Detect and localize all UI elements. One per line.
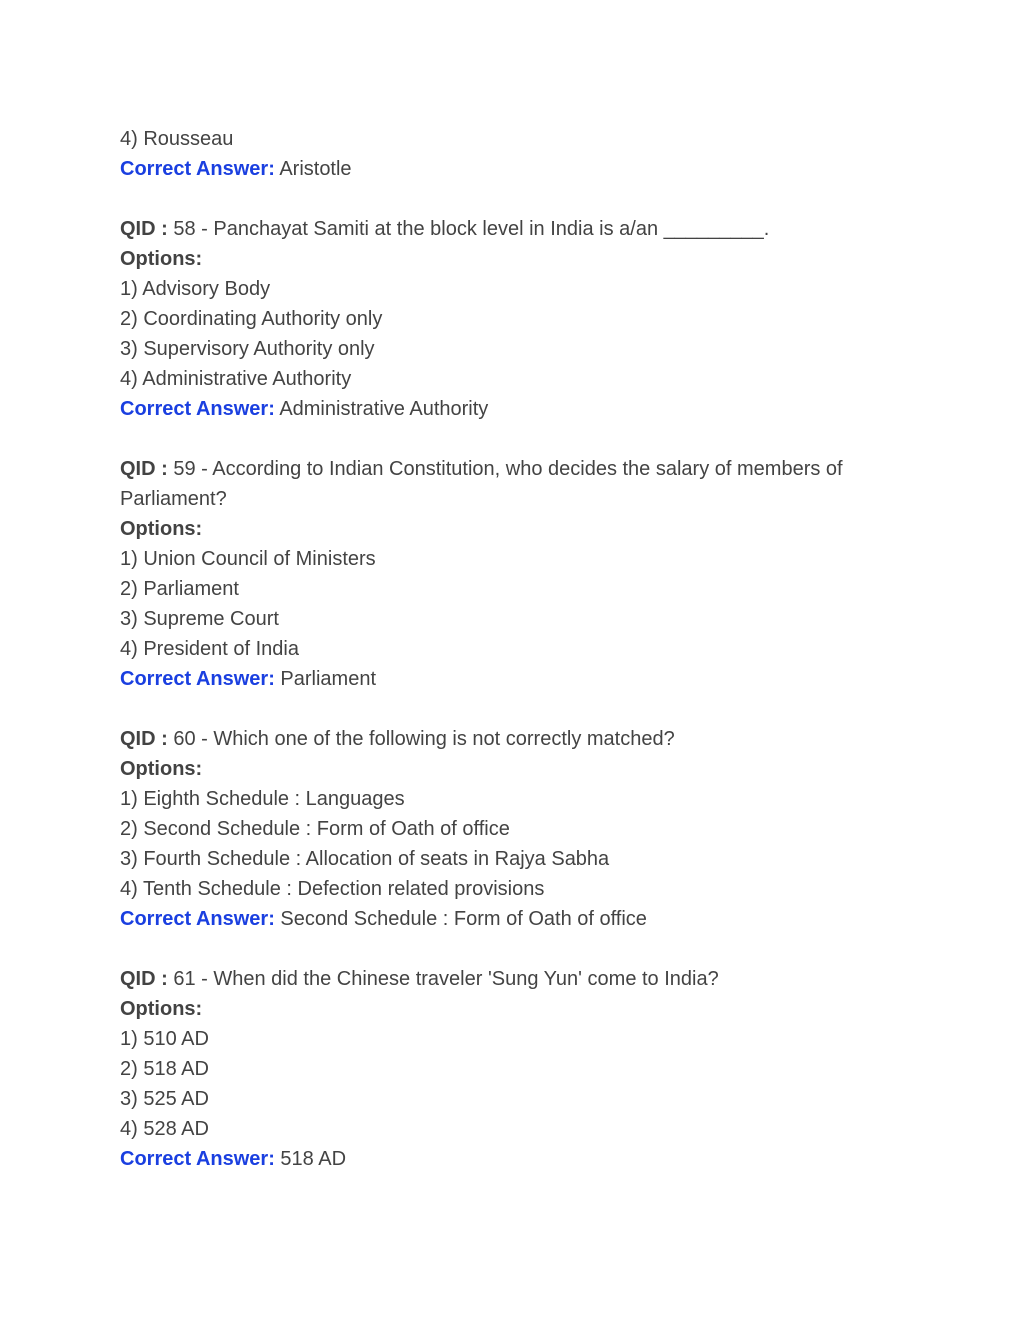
options-label: Options: [120, 518, 203, 540]
option-item: 3) 525 AD [120, 1088, 209, 1110]
option-item: 4) Rousseau [120, 128, 234, 150]
option-item: 4) 528 AD [120, 1118, 209, 1140]
option-item: 1) 510 AD [120, 1028, 209, 1050]
option-item: 4) Tenth Schedule : Defection related provisions [120, 878, 545, 900]
correct-answer-value: Administrative Authority [279, 398, 489, 420]
question-line [120, 724, 900, 754]
question-line [120, 454, 900, 514]
option-item: 2) Second Schedule : Form of Oath of office [120, 818, 510, 840]
spacer [120, 934, 900, 964]
correct-answer [120, 1144, 900, 1174]
correct-answer [120, 394, 900, 424]
question-line [120, 214, 900, 244]
question-block [120, 964, 900, 1174]
options-label: Options: [120, 998, 203, 1020]
option-item: 4) Administrative Authority [120, 368, 352, 390]
option-item: 2) 518 AD [120, 1058, 209, 1080]
option-item: 1) Union Council of Ministers [120, 548, 376, 570]
correct-answer-label: Correct Answer: [120, 668, 275, 690]
document-page [120, 124, 900, 1174]
correct-answer [120, 904, 900, 934]
option-item: 3) Fourth Schedule : Allocation of seats in Rajya Sabha [120, 848, 610, 870]
option-item: 4) President of India [120, 638, 299, 660]
spacer [120, 694, 900, 724]
question-text: 60 - Which one of the following is not correctly matched? [173, 728, 675, 750]
correct-answer-value: Parliament [280, 668, 377, 690]
question-text: 61 - When did the Chinese traveler 'Sung Yun' come to India? [173, 968, 719, 990]
question-text: 58 - Panchayat Samiti at the block level in India is a/an _________. [173, 218, 770, 240]
correct-answer-label: Correct Answer: [120, 908, 275, 930]
correct-answer-value: Aristotle [279, 158, 352, 180]
spacer [120, 184, 900, 214]
correct-answer-label: Correct Answer: [120, 398, 275, 420]
option-item: 1) Advisory Body [120, 278, 271, 300]
correct-answer-value: 518 AD [280, 1148, 347, 1170]
question-text: 59 - According to Indian Constitution, who decides the salary of members of Parliament? [120, 458, 843, 510]
correct-answer-label: Correct Answer: [120, 158, 275, 180]
question-block [120, 214, 900, 424]
correct-answer [120, 154, 900, 184]
correct-answer-value: Second Schedule : Form of Oath of office [280, 908, 647, 930]
options-label: Options: [120, 248, 203, 270]
correct-answer [120, 664, 900, 694]
qid-label: QID : [120, 458, 168, 480]
option-item: 2) Coordinating Authority only [120, 308, 383, 330]
question-line [120, 964, 900, 994]
option-item: 2) Parliament [120, 578, 239, 600]
spacer [120, 424, 900, 454]
option-item: 1) Eighth Schedule : Languages [120, 788, 405, 810]
option-item: 3) Supervisory Authority only [120, 338, 375, 360]
question-block [120, 724, 900, 934]
option-item: 3) Supreme Court [120, 608, 279, 630]
qid-label: QID : [120, 728, 168, 750]
options-label: Options: [120, 758, 203, 780]
qid-label: QID : [120, 218, 168, 240]
qid-label: QID : [120, 968, 168, 990]
correct-answer-label: Correct Answer: [120, 1148, 275, 1170]
question-block [120, 454, 900, 694]
